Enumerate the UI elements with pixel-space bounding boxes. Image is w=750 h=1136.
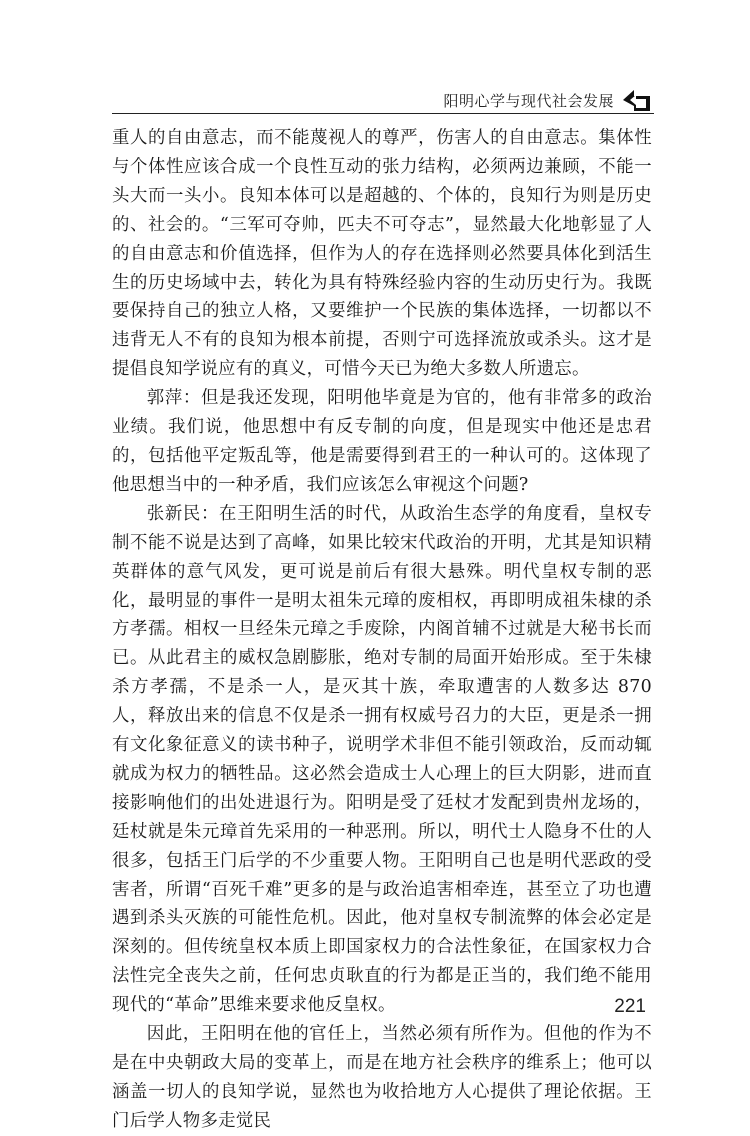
running-header-title: 阳明心学与现代社会发展 — [443, 91, 614, 110]
header-rule — [112, 113, 654, 114]
running-header — [443, 86, 654, 114]
paragraph-1: 重人的自由意志，而不能蔑视人的尊严，伤害人的自由意志。集体性与个体性应该合成一个良性互动的张力结构，必须两边兼顾，不能一头大而一头小。良知本体可以是超越的、个体的，良知行为则是历史的、社会的。“三军可夺帅，匹夫不可夺志”，显然最大化地彰显了人的自由意志和价值选择，但作为人的存在选择则必然要具体化到活生生的历史场域中去，转化为具有特殊经验内容的生动历史行为。我既要保持自己的独立人格，又要维护一个民族的集体选择，一切都以不违背无人不有的良知为根本前提，否则宁可选择流放或杀头。这才是提倡良知学说应有的真义，可惜今天已为绝大多数人所遗忘。 — [112, 128, 652, 380]
paragraph-2: 郭萍：但是我还发现，阳明他毕竟是为官的，他有非常多的政治业绩。我们说，他思想中有反专制的向度，但是现实中他还是忠君的，包括他平定叛乱等，他是需要得到君王的一种认可的。这体现了他思想当中的一种矛盾，我们应该怎么审视这个问题? — [112, 388, 652, 495]
paragraph-3: 张新民：在王阳明生活的时代，从政治生态学的角度看，皇权专制不能不说是达到了高峰，如果比较宋代政治的开明，尤其是知识精英群体的意气风发，更可说是前后有很大悬殊。明代皇权专制的恶化，最明显的事件一是明太祖朱元璋的废相权，再即明成祖朱棣的杀方孝孺。相权一旦经朱元璋之手废除，内阁首辅不过就是大秘书长而已。从此君主的威权急剧膨胀，绝对专制的局面开始形成。至于朱棣杀方孝孺，不是杀一人，是灭其十族，牵取遭害的人数多达 870 人，释放出来的信息不仅是杀一拥有权威号召力的大臣，更是杀一拥有文化象征意义的读书种子，说明学术非但不能引领政治，反而动辄就成为权力的牺牲品。这必然会造成士人心理上的巨大阴影，进而直接影响他们的出处进退行为。阳明是受了廷杖才发配到贵州龙场的，廷杖就是朱元璋首先采用的一种恶刑。所以，明代士人隐身不仕的人很多，包括王门后学的不少重要人物。王阳明自己也是明代恶政的受害者，所谓“百死千难”更多的是与政治追害相牵连，甚至立了功也遭遇到杀头灭族的可能性危机。因此，他对皇权专制流弊的体会必定是深刻的。但传统皇权本质上即国家权力的合法性象征，在国家权力合法性完全丧失之前，任何忠贞耿直的行为都是正当的，我们绝不能用现代的“革命”思维来要求他反皇权。 — [112, 503, 652, 1016]
page-number: 221 — [614, 996, 646, 1017]
corner-ornament-icon — [620, 86, 654, 114]
body-text — [112, 124, 652, 1136]
paragraph-4: 因此，王阳明在他的官任上，当然必须有所作为。但他的作为不是在中央朝政大局的变革上，而是在地方社会秩序的维系上；他可以涵盖一切人的良知学说，显然也为收拾地方人心提供了理论依据。王门后学人物多走觉民 — [112, 1024, 652, 1131]
